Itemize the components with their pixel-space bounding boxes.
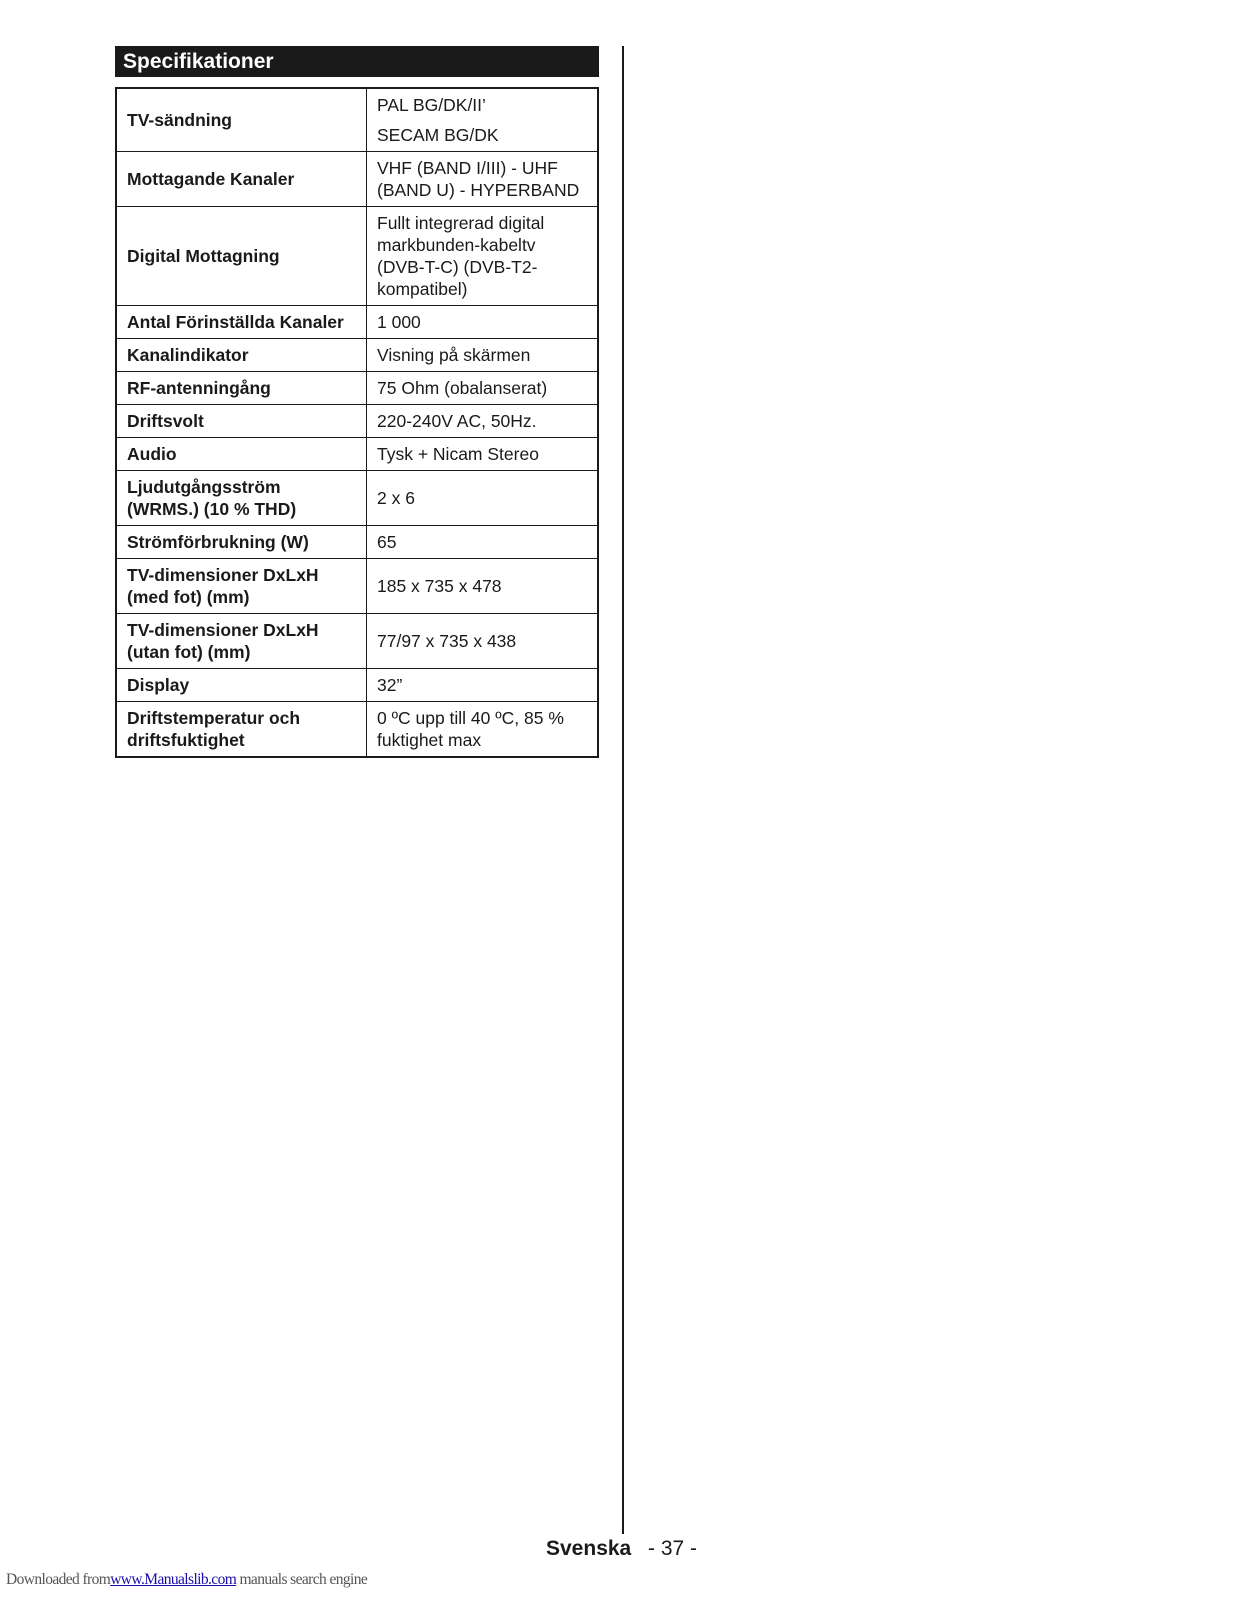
spec-label: Driftstemperatur och driftsfuktighet [116, 702, 367, 758]
spec-label: Audio [116, 438, 367, 471]
spec-value: 220-240V AC, 50Hz. [367, 405, 599, 438]
table-row [116, 438, 598, 471]
page-number: - 37 - [648, 1537, 698, 1560]
spec-value: Visning på skärmen [367, 339, 599, 372]
spec-value: 75 Ohm (obalanserat) [367, 372, 599, 405]
spec-value: 0 ºC upp till 40 ºC, 85 % fuktighet max [367, 702, 599, 758]
spec-label: TV-sändning [116, 88, 367, 152]
spec-value: 1 000 [367, 306, 599, 339]
table-row [116, 669, 598, 702]
column-divider [622, 46, 624, 1534]
table-row [116, 614, 598, 669]
spec-label: Digital Mottagning [116, 207, 367, 306]
spec-label: Strömförbrukning (W) [116, 526, 367, 559]
spec-label: Driftsvolt [116, 405, 367, 438]
table-row [116, 339, 598, 372]
spec-label: Antal Förinställda Kanaler [116, 306, 367, 339]
spec-value: 32” [367, 669, 599, 702]
table-row [116, 306, 598, 339]
footer-language: Svenska [546, 1537, 632, 1560]
spec-label: TV-dimensioner DxLxH (med fot) (mm) [116, 559, 367, 614]
spec-value-line: SECAM BG/DK [377, 125, 499, 145]
specifications-table [115, 87, 599, 758]
table-row [116, 405, 598, 438]
spec-value: Tysk + Nicam Stereo [367, 438, 599, 471]
spec-label: Kanalindikator [116, 339, 367, 372]
spec-value: 65 [367, 526, 599, 559]
spec-value: 77/97 x 735 x 438 [367, 614, 599, 669]
table-row [116, 702, 598, 758]
spec-value [367, 88, 599, 152]
spec-value: 2 x 6 [367, 471, 599, 526]
table-row [116, 526, 598, 559]
table-row [116, 152, 598, 207]
spec-label: Display [116, 669, 367, 702]
spec-value-line: PAL BG/DK/II’ [377, 95, 486, 115]
spec-value: VHF (BAND I/III) - UHF (BAND U) - HYPERBAND [367, 152, 599, 207]
table-row [116, 207, 598, 306]
table-row [116, 559, 598, 614]
table-row [116, 471, 598, 526]
download-prefix: Downloaded from [6, 1571, 111, 1588]
table-row [116, 88, 598, 152]
spec-label: Mottagande Kanaler [116, 152, 367, 207]
spec-value: 185 x 735 x 478 [367, 559, 599, 614]
spec-label: TV-dimensioner DxLxH (utan fot) (mm) [116, 614, 367, 669]
manualslib-link[interactable]: www.Manualslib.com [110, 1571, 237, 1588]
table-row [116, 372, 598, 405]
download-suffix: manuals search engine [239, 1571, 368, 1588]
download-notice [6, 1571, 367, 1589]
spec-label: RF-antenningång [116, 372, 367, 405]
spec-value: Fullt integrerad digital markbunden-kabeltv (DVB-T-C) (DVB-T2-kompatibel) [367, 207, 599, 306]
spec-label: Ljudutgångsström (WRMS.) (10 % THD) [116, 471, 367, 526]
section-title: Specifikationer [115, 46, 599, 77]
